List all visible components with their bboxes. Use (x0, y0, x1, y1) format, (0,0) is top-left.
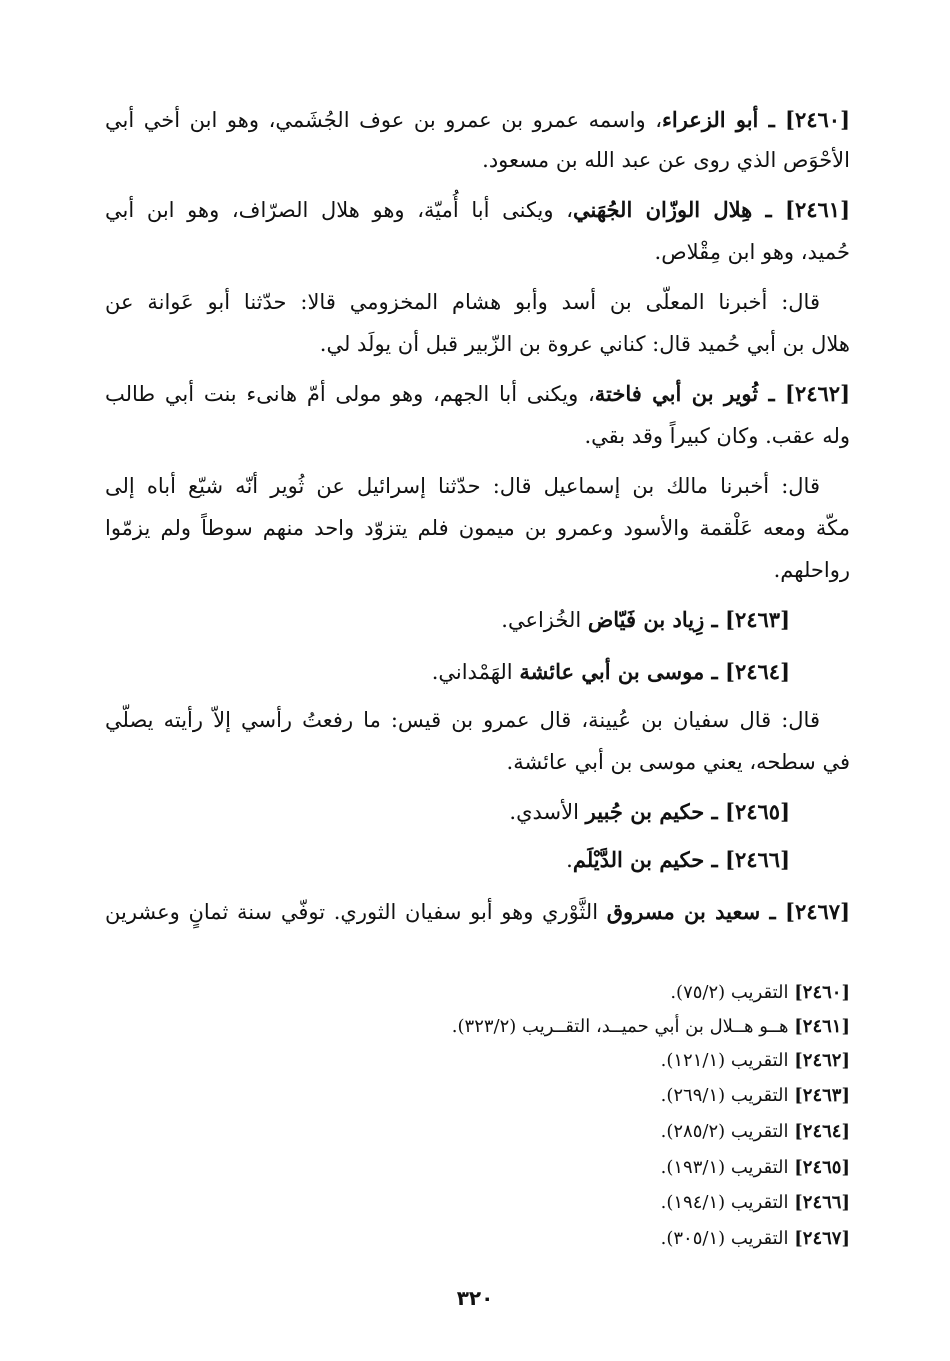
body-text: قال: أخبرنا المعلّى بن أسد وأبو هشام المخزومي قالا: حدّثنا أبو عَوانة عن (105, 290, 820, 314)
entry-2461-line-1 (105, 190, 850, 230)
body-text: هلال بن أبي حُميد قال: كناني عروة بن الزّبير قبل أن يولَد لي. (319, 332, 850, 356)
footnote-2462 (661, 1046, 850, 1076)
entry-2464-text: الهَمْداني. (431, 660, 520, 684)
entry-2466-text: . (566, 848, 573, 872)
entry-2466-heading: [٢٤٦٦] ـ حكيم بن الدَّيْلَم (572, 847, 790, 872)
entry-2467-heading: [٢٤٦٧] ـ سعيد بن مسروق (606, 899, 850, 924)
paragraph-3-line-2 (105, 742, 850, 782)
entry-2460-line-2 (105, 140, 850, 180)
entry-2465-heading: [٢٤٦٥] ـ حكيم بن جُبير (585, 799, 790, 824)
paragraph-1-line-1 (105, 282, 820, 322)
footnote-number: [٢٤٦٤] (794, 1121, 850, 1142)
body-text: في سطحه، يعني موسى بن أبي عائشة. (506, 750, 850, 774)
footnote-text: التقريب (١٢١/١). (660, 1050, 789, 1071)
entry-2462-line-1 (105, 374, 850, 414)
footnote-text: التقريب (٢٨٥/٢). (660, 1121, 789, 1142)
footnote-text: التقريب (٧٥/٢). (670, 982, 789, 1003)
entry-2461-heading: [٢٤٦١] ـ هِلال الوزّان الجُهَني (572, 197, 850, 222)
footnote-number: [٢٤٦٣] (794, 1085, 850, 1106)
footnote-2463 (661, 1081, 850, 1111)
paragraph-3-line-1 (105, 700, 820, 740)
entry-2463 (501, 600, 790, 640)
entry-2461-line-2 (105, 232, 850, 272)
entry-2466 (566, 840, 790, 880)
footnote-number: [٢٤٦٠] (794, 982, 850, 1003)
footnote-2460 (670, 978, 850, 1008)
footnote-text: التقريب (١٩٣/١). (660, 1157, 789, 1178)
body-text: قال: أخبرنا مالك بن إسماعيل قال: حدّثنا إسرائيل عن ثُوير أنّه شيّع أباه إلى (105, 474, 820, 498)
footnote-number: [٢٤٦٦] (794, 1192, 850, 1213)
entry-2464 (432, 652, 790, 692)
footnote-2461 (452, 1012, 850, 1042)
body-text: مكّة ومعه عَلْقمة والأسود وعمرو بن ميمون فلم يتزوّد واحد منهم سوطاً ولم يزمّوا (105, 516, 850, 540)
entry-2463-text: الخُزاعي. (501, 608, 588, 632)
footnote-number: [٢٤٦٢] (794, 1050, 850, 1071)
footnote-2466 (661, 1188, 850, 1218)
paragraph-2-line-2 (105, 508, 850, 548)
footnote-2465 (661, 1153, 850, 1183)
body-text: الأحْوَص الذي روى عن عبد الله بن مسعود. (482, 148, 850, 172)
entry-2462-line-2 (105, 416, 850, 456)
footnote-number: [٢٤٦١] (794, 1016, 850, 1037)
footnote-2467 (661, 1224, 850, 1254)
entry-2460-line-1 (105, 100, 850, 140)
entry-2462-heading: [٢٤٦٢] ـ ثُوير بن أبي فاختة (594, 381, 850, 406)
paragraph-2-line-3 (105, 550, 850, 590)
paragraph-1-line-2 (105, 324, 850, 364)
entry-2462-text: ، ويكنى أبا الجهم، وهو مولى أمّ هانىء بنت أبي طالب (105, 382, 595, 406)
footnote-text: التقريب (١٩٤/١). (660, 1192, 789, 1213)
footnote-2464 (661, 1117, 850, 1147)
body-text: وله عقب. وكان كبيراً وقد بقي. (584, 424, 850, 448)
body-text: حُميد، وهو ابن مِقْلاص. (654, 240, 850, 264)
body-text: قال: قال سفيان بن عُيينة، قال عمرو بن قيس: ما رفعتُ رأسي إلاّ رأيته يصلّي (105, 708, 820, 732)
entry-2467 (105, 892, 850, 932)
entry-2460-text: ، واسمه عمرو بن عمرو بن عوف الجُشَمي، وهو ابن أخي أبي (105, 108, 662, 132)
paragraph-2-line-1 (105, 466, 820, 506)
footnote-number: [٢٤٦٧] (794, 1228, 850, 1249)
footnote-text: هــو هــلال بن أبي حميــد، التقــريب (٣٢٣/٢). (451, 1016, 789, 1037)
entry-2460-heading: [٢٤٦٠] ـ أبو الزعراء (662, 107, 850, 132)
footnote-number: [٢٤٦٥] (794, 1157, 850, 1178)
entry-2465-text: الأسدي. (509, 800, 586, 824)
footnote-text: التقريب (٢٦٩/١). (660, 1085, 789, 1106)
entry-2467-text: الثَّوْري وهو أبو سفيان الثوري. توفّي سنة ثمانٍ وعشرين (105, 900, 607, 924)
entry-2461-text: ، ويكنى أبا أُميّة، وهو هلال الصرّاف، وهو ابن أبي (105, 198, 573, 222)
entry-2464-heading: [٢٤٦٤] ـ موسى بن أبي عائشة (519, 659, 790, 684)
footnote-text: التقريب (٣٠٥/١). (660, 1228, 789, 1249)
page-number: ٣٢٠ (456, 1286, 494, 1310)
entry-2465 (509, 792, 790, 832)
body-text: رواحلهم. (773, 558, 850, 582)
entry-2463-heading: [٢٤٦٣] ـ زِياد بن فَيّاض (587, 607, 790, 632)
